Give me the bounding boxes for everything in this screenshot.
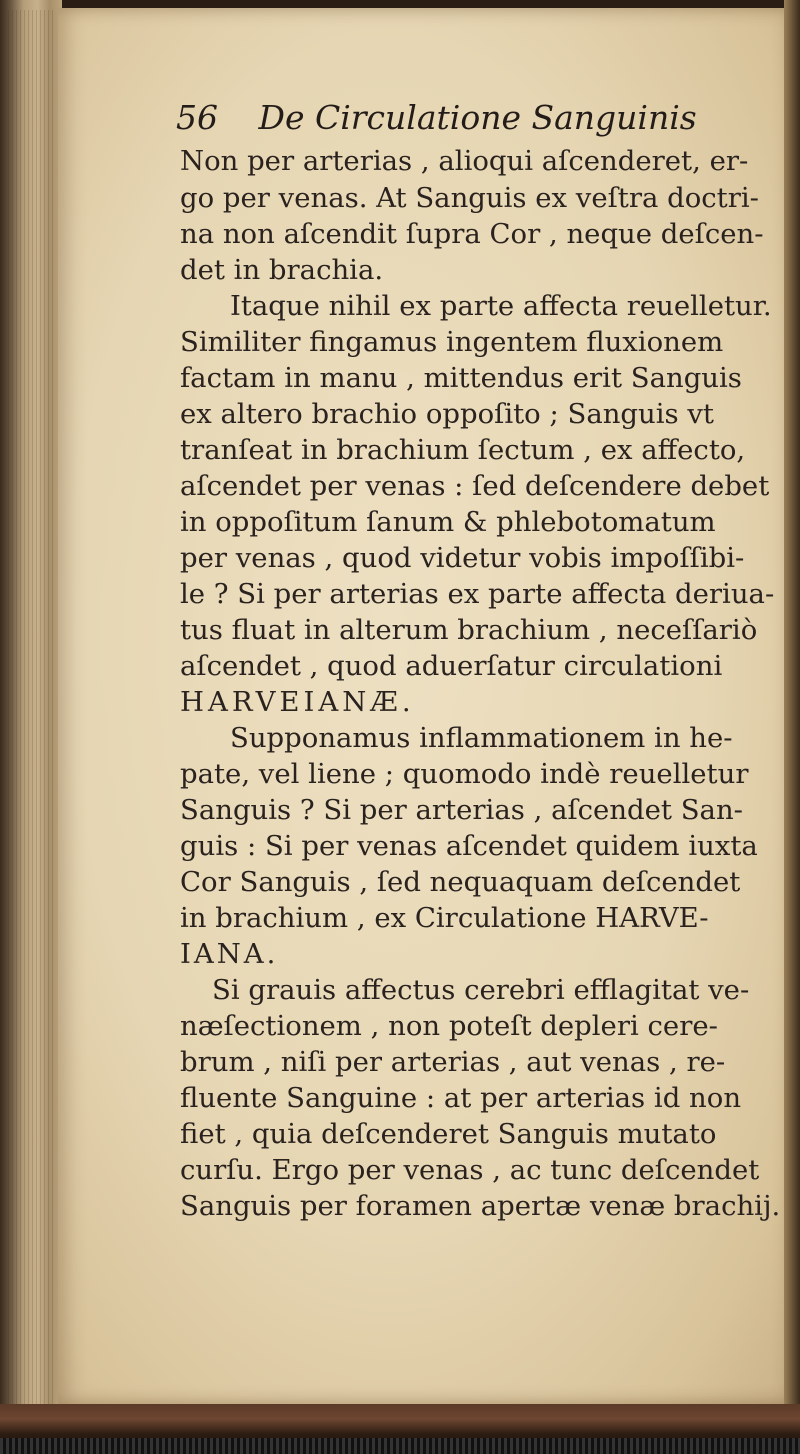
text-line: ex altero brachio oppoſito ; Sanguis vt (180, 398, 714, 430)
text-line: Cor Sanguis , ſed nequaquam deſcendet (180, 866, 741, 898)
text-line: IANA. (180, 938, 279, 970)
text-line: pate, vel liene ; quomodo indè reuelletur (180, 758, 749, 790)
text-line: Supponamus inflammationem in he- (230, 722, 733, 754)
text-line: aſcendet per venas : ſed deſcendere debet (180, 470, 770, 502)
text-line: guis : Si per venas aſcendet quidem iuxta (180, 830, 758, 862)
text-line: aſcendet , quod aduerſatur circulationi (180, 650, 723, 682)
text-line: le ? Si per arterias ex parte affecta deriua- (180, 578, 775, 610)
text-line: go per venas. At Sanguis ex veſtra doctri- (180, 182, 759, 214)
page-fore-edge (784, 0, 800, 1454)
text-line: per venas , quod videtur vobis impoſſibi- (180, 542, 745, 574)
book-board-edge (0, 1404, 800, 1454)
text-line: fiet , quia deſcenderet Sanguis mutato (180, 1118, 717, 1150)
text-line: in oppoſitum ſanum & phlebotomatum (180, 506, 716, 538)
text-line: Itaque nihil ex parte affecta reuelletur. (230, 290, 772, 322)
book-gutter (0, 0, 62, 1454)
text-line: brum , niſi per arterias , aut venas , re- (180, 1046, 726, 1078)
text-line: factam in manu , mittendus erit Sanguis (180, 362, 742, 394)
text-line: HARVEIANÆ. (180, 686, 415, 718)
running-head (176, 98, 696, 146)
text-line: Sanguis per foramen apertæ venæ brachij. (180, 1190, 781, 1222)
text-line: næſectionem , non poteſt depleri cere- (180, 1010, 718, 1042)
text-line: Si grauis affectus cerebri efflagitat ve- (212, 974, 750, 1006)
text-line: in brachium , ex Circulatione HARVE- (180, 902, 709, 934)
text-line: fluente Sanguine : at per arterias id non (180, 1082, 742, 1114)
text-line: Non per arterias , alioqui aſcenderet, er- (180, 145, 749, 177)
text-line: tranſeat in brachium ſectum , ex affecto, (180, 434, 746, 466)
text-line: Similiter fingamus ingentem fluxionem (180, 326, 724, 358)
text-line: Sanguis ? Si per arterias , aſcendet San- (180, 794, 743, 826)
text-line: curſu. Ergo per venas , ac tunc deſcendet (180, 1154, 760, 1186)
text-line: tus fluat in alterum brachium , neceſſariò (180, 614, 758, 646)
text-line: det in brachia. (180, 254, 384, 286)
text-line: na non aſcendit ſupra Cor , neque deſcen- (180, 218, 764, 250)
running-title: De Circulatione Sanguinis (258, 98, 697, 137)
page-number: 56 (176, 98, 218, 137)
